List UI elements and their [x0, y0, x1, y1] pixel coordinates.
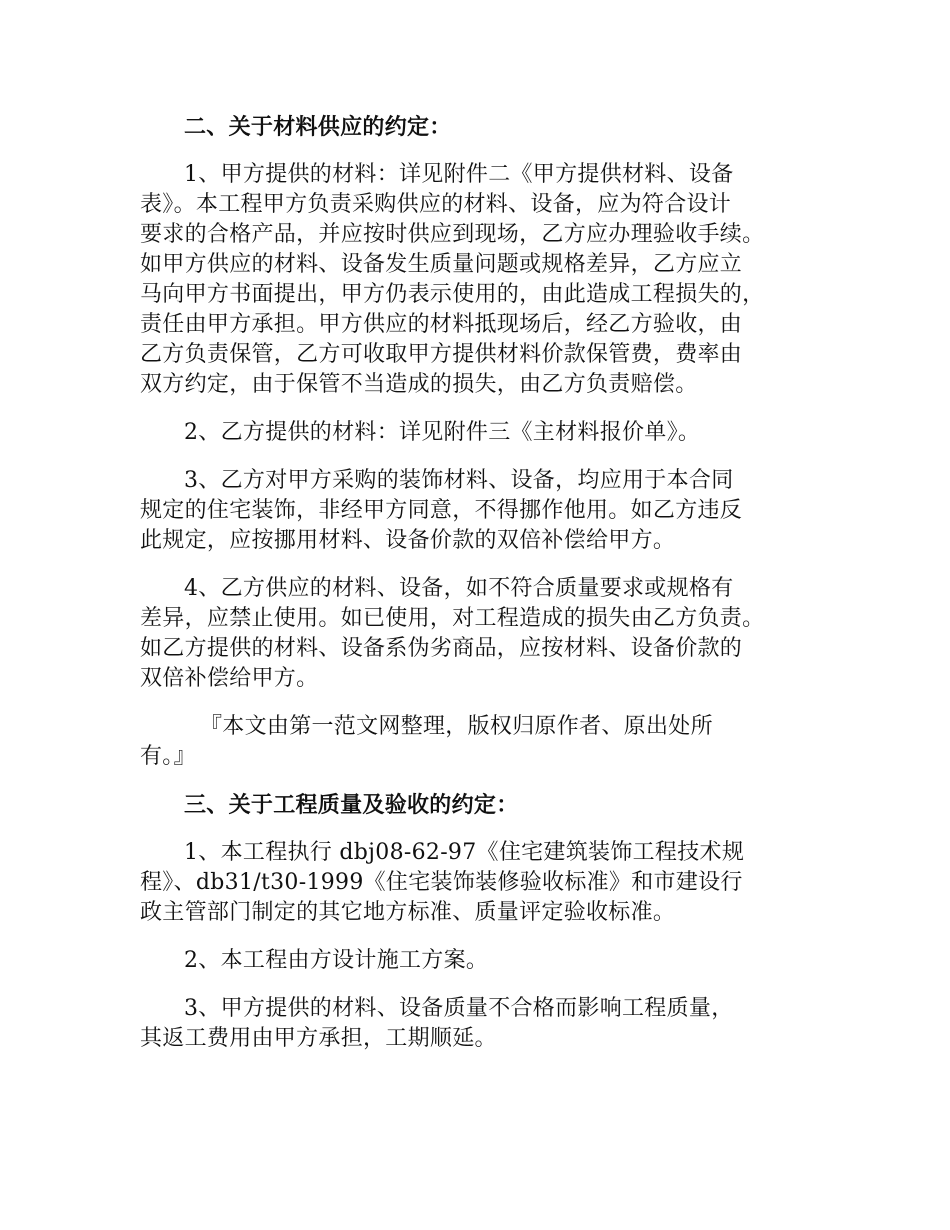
text-line: 3、甲方提供的材料、设备质量不合格而影响工程质量，	[184, 996, 734, 1021]
paragraph-materials-1	[140, 160, 812, 400]
text-line: 规定的住宅装饰，非经甲方同意，不得挪作他用。如乙方违反	[140, 498, 743, 523]
text-line: 双方约定，由于保管不当造成的损失，由乙方负责赔偿。	[140, 372, 698, 397]
text-line: 2、本工程由方设计施工方案。	[184, 948, 489, 973]
paragraph-quality-2	[140, 946, 812, 976]
text-line: 乙方负责保管，乙方可收取甲方提供材料价款保管费，费率由	[140, 342, 743, 367]
paragraph-materials-3	[140, 466, 812, 556]
text-line: 有。』	[140, 744, 196, 769]
text-line: 双倍补偿给甲方。	[140, 666, 319, 691]
text-line: 4、乙方供应的材料、设备，如不符合质量要求或规格有	[184, 576, 734, 601]
document-body	[140, 112, 812, 1072]
text-line: 差异，应禁止使用。如已使用，对工程造成的损失由乙方负责。	[140, 606, 765, 631]
text-line: 程》、db31/t30-1999《住宅装饰装修验收标准》和市建设行	[140, 870, 743, 895]
paragraph-quality-1	[140, 838, 812, 928]
text-line: 如乙方提供的材料、设备系伪劣商品，应按材料、设备价款的	[140, 636, 743, 661]
text-line: 责任由甲方承担。甲方供应的材料抵现场后，经乙方验收，由	[140, 312, 743, 337]
text-line: 此规定，应按挪用材料、设备价款的双倍补偿给甲方。	[140, 528, 676, 553]
text-line: 『本文由第一范文网整理，版权归原作者、原出处所	[200, 714, 713, 739]
text-line: 其返工费用由甲方承担，工期顺延。	[140, 1026, 497, 1051]
copyright-notice	[140, 712, 812, 772]
text-line: 3、乙方对甲方采购的装饰材料、设备，均应用于本合同	[184, 468, 734, 493]
text-line: 要求的合格产品，并应按时供应到现场，乙方应办理验收手续。	[140, 222, 765, 247]
text-line: 1、本工程执行 dbj08-62-97《住宅建筑装饰工程技术规	[184, 840, 745, 865]
paragraph-materials-2	[140, 418, 812, 448]
section-heading-materials: 二、关于材料供应的约定：	[184, 114, 452, 140]
text-line: 马向甲方书面提出，甲方仍表示使用的，由此造成工程损失的，	[140, 282, 765, 307]
paragraph-materials-4	[140, 574, 812, 694]
section-heading-quality: 三、关于工程质量及验收的约定：	[184, 792, 519, 818]
text-line: 2、乙方提供的材料：详见附件三《主材料报价单》。	[184, 420, 701, 445]
text-line: 政主管部门制定的其它地方标准、质量评定验收标准。	[140, 900, 676, 925]
paragraph-quality-3	[140, 994, 812, 1054]
text-line: 表》。本工程甲方负责采购供应的材料、设备，应为符合设计	[140, 192, 732, 217]
text-line: 1、甲方提供的材料：详见附件二《甲方提供材料、设备	[184, 162, 734, 187]
text-line: 如甲方供应的材料、设备发生质量问题或规格差异，乙方应立	[140, 252, 743, 277]
